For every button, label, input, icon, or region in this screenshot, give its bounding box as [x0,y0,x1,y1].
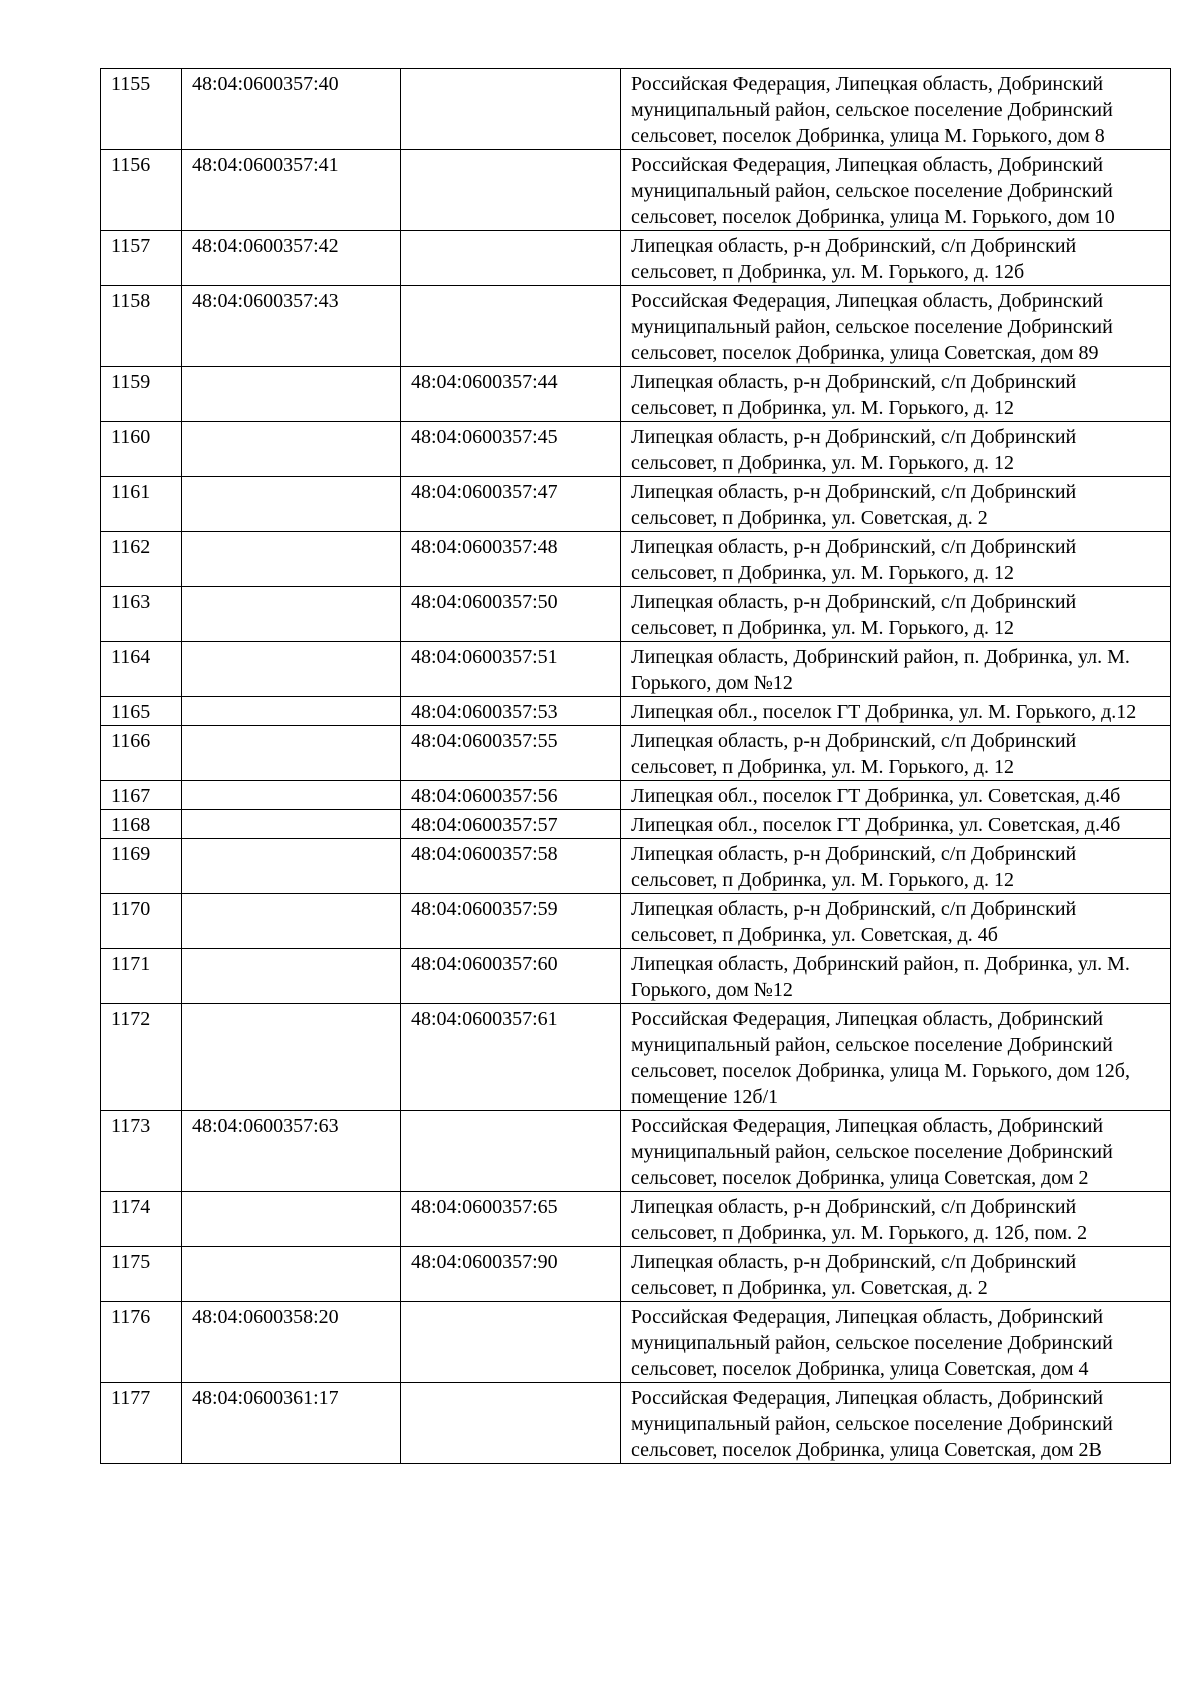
row-number: 1156 [101,150,182,231]
table-row [101,532,1171,587]
row-number: 1162 [101,532,182,587]
table-row [101,894,1171,949]
land-cadastral-number [182,477,401,532]
table-row [101,726,1171,781]
address: Липецкая обл., поселок ГТ Добринка, ул. М. Горького, д.12 [621,697,1171,726]
land-cadastral-number [182,781,401,810]
address: Липецкая область, р-н Добринский, с/п Добринский сельсовет, п Добринка, ул. М. Горького, д. 12б [621,231,1171,286]
address: Российская Федерация, Липецкая область, Добринский муниципальный район, сельское поселение Добринский сельсовет, поселок Добринка, улица М. Горького, дом 8 [621,69,1171,150]
land-cadastral-number: 48:04:0600357:40 [182,69,401,150]
building-cadastral-number [401,1111,621,1192]
land-cadastral-number: 48:04:0600361:17 [182,1383,401,1464]
land-cadastral-number [182,532,401,587]
address: Липецкая область, р-н Добринский, с/п Добринский сельсовет, п Добринка, ул. М. Горького, д. 12 [621,532,1171,587]
building-cadastral-number [401,231,621,286]
land-cadastral-number [182,642,401,697]
building-cadastral-number [401,286,621,367]
table-row [101,697,1171,726]
table-row [101,1192,1171,1247]
land-cadastral-number: 48:04:0600358:20 [182,1302,401,1383]
land-cadastral-number [182,697,401,726]
building-cadastral-number: 48:04:0600357:45 [401,422,621,477]
table-row [101,1247,1171,1302]
building-cadastral-number: 48:04:0600357:56 [401,781,621,810]
row-number: 1160 [101,422,182,477]
address: Липецкая область, Добринский район, п. Добринка, ул. М. Горького, дом №12 [621,642,1171,697]
land-cadastral-number: 48:04:0600357:41 [182,150,401,231]
table-row [101,69,1171,150]
table-row [101,477,1171,532]
row-number: 1155 [101,69,182,150]
table-row [101,1383,1171,1464]
land-cadastral-number [182,810,401,839]
row-number: 1165 [101,697,182,726]
building-cadastral-number: 48:04:0600357:47 [401,477,621,532]
land-cadastral-number [182,1004,401,1111]
table-row [101,422,1171,477]
table-row [101,781,1171,810]
address: Липецкая область, р-н Добринский, с/п Добринский сельсовет, п Добринка, ул. Советская, д. 2 [621,477,1171,532]
address: Российская Федерация, Липецкая область, Добринский муниципальный район, сельское поселение Добринский сельсовет, поселок Добринка, улица М. Горького, дом 12б, помещение 12б/1 [621,1004,1171,1111]
address: Липецкая область, Добринский район, п. Добринка, ул. М. Горького, дом №12 [621,949,1171,1004]
land-cadastral-number [182,1247,401,1302]
row-number: 1158 [101,286,182,367]
table-row [101,286,1171,367]
building-cadastral-number: 48:04:0600357:51 [401,642,621,697]
building-cadastral-number: 48:04:0600357:60 [401,949,621,1004]
land-cadastral-number [182,367,401,422]
row-number: 1171 [101,949,182,1004]
row-number: 1161 [101,477,182,532]
building-cadastral-number: 48:04:0600357:65 [401,1192,621,1247]
address: Липецкая область, р-н Добринский, с/п Добринский сельсовет, п Добринка, ул. М. Горького, д. 12 [621,587,1171,642]
row-number: 1172 [101,1004,182,1111]
table-row [101,1004,1171,1111]
row-number: 1168 [101,810,182,839]
address: Российская Федерация, Липецкая область, Добринский муниципальный район, сельское поселение Добринский сельсовет, поселок Добринка, улица Советская, дом 2 [621,1111,1171,1192]
address: Липецкая область, р-н Добринский, с/п Добринский сельсовет, п Добринка, ул. М. Горького, д. 12б, пом. 2 [621,1192,1171,1247]
address: Липецкая область, р-н Добринский, с/п Добринский сельсовет, п Добринка, ул. М. Горького, д. 12 [621,422,1171,477]
land-cadastral-number: 48:04:0600357:63 [182,1111,401,1192]
row-number: 1167 [101,781,182,810]
row-number: 1163 [101,587,182,642]
address: Липецкая область, р-н Добринский, с/п Добринский сельсовет, п Добринка, ул. Советская, д. 4б [621,894,1171,949]
registry-table [100,68,1171,1464]
table-row [101,642,1171,697]
land-cadastral-number [182,1192,401,1247]
address: Липецкая область, р-н Добринский, с/п Добринский сельсовет, п Добринка, ул. М. Горького, д. 12 [621,726,1171,781]
land-cadastral-number [182,949,401,1004]
address: Липецкая область, р-н Добринский, с/п Добринский сельсовет, п Добринка, ул. Советская, д. 2 [621,1247,1171,1302]
row-number: 1170 [101,894,182,949]
table-row [101,1111,1171,1192]
address: Российская Федерация, Липецкая область, Добринский муниципальный район, сельское поселение Добринский сельсовет, поселок Добринка, улица Советская, дом 4 [621,1302,1171,1383]
address: Российская Федерация, Липецкая область, Добринский муниципальный район, сельское поселение Добринский сельсовет, поселок Добринка, улица Советская, дом 89 [621,286,1171,367]
row-number: 1177 [101,1383,182,1464]
building-cadastral-number: 48:04:0600357:50 [401,587,621,642]
row-number: 1169 [101,839,182,894]
table-row [101,839,1171,894]
land-cadastral-number [182,894,401,949]
land-cadastral-number [182,726,401,781]
building-cadastral-number: 48:04:0600357:53 [401,697,621,726]
table-row [101,367,1171,422]
row-number: 1174 [101,1192,182,1247]
table-row [101,150,1171,231]
row-number: 1164 [101,642,182,697]
address: Липецкая обл., поселок ГТ Добринка, ул. Советская, д.4б [621,810,1171,839]
building-cadastral-number [401,1383,621,1464]
table-row [101,587,1171,642]
building-cadastral-number [401,1302,621,1383]
building-cadastral-number [401,150,621,231]
address: Липецкая обл., поселок ГТ Добринка, ул. Советская, д.4б [621,781,1171,810]
building-cadastral-number: 48:04:0600357:44 [401,367,621,422]
table-row [101,1302,1171,1383]
row-number: 1176 [101,1302,182,1383]
building-cadastral-number: 48:04:0600357:57 [401,810,621,839]
address: Российская Федерация, Липецкая область, Добринский муниципальный район, сельское поселение Добринский сельсовет, поселок Добринка, улица Советская, дом 2В [621,1383,1171,1464]
address: Липецкая область, р-н Добринский, с/п Добринский сельсовет, п Добринка, ул. М. Горького, д. 12 [621,839,1171,894]
table-row [101,949,1171,1004]
registry-table-body [101,69,1171,1464]
row-number: 1175 [101,1247,182,1302]
land-cadastral-number: 48:04:0600357:42 [182,231,401,286]
address: Липецкая область, р-н Добринский, с/п Добринский сельсовет, п Добринка, ул. М. Горького, д. 12 [621,367,1171,422]
table-row [101,810,1171,839]
building-cadastral-number: 48:04:0600357:90 [401,1247,621,1302]
land-cadastral-number [182,839,401,894]
address: Российская Федерация, Липецкая область, Добринский муниципальный район, сельское поселение Добринский сельсовет, поселок Добринка, улица М. Горького, дом 10 [621,150,1171,231]
building-cadastral-number: 48:04:0600357:58 [401,839,621,894]
building-cadastral-number: 48:04:0600357:55 [401,726,621,781]
row-number: 1173 [101,1111,182,1192]
land-cadastral-number [182,422,401,477]
row-number: 1157 [101,231,182,286]
building-cadastral-number: 48:04:0600357:59 [401,894,621,949]
row-number: 1159 [101,367,182,422]
building-cadastral-number: 48:04:0600357:48 [401,532,621,587]
land-cadastral-number [182,587,401,642]
row-number: 1166 [101,726,182,781]
building-cadastral-number [401,69,621,150]
document-page [100,68,1170,1464]
building-cadastral-number: 48:04:0600357:61 [401,1004,621,1111]
land-cadastral-number: 48:04:0600357:43 [182,286,401,367]
table-row [101,231,1171,286]
